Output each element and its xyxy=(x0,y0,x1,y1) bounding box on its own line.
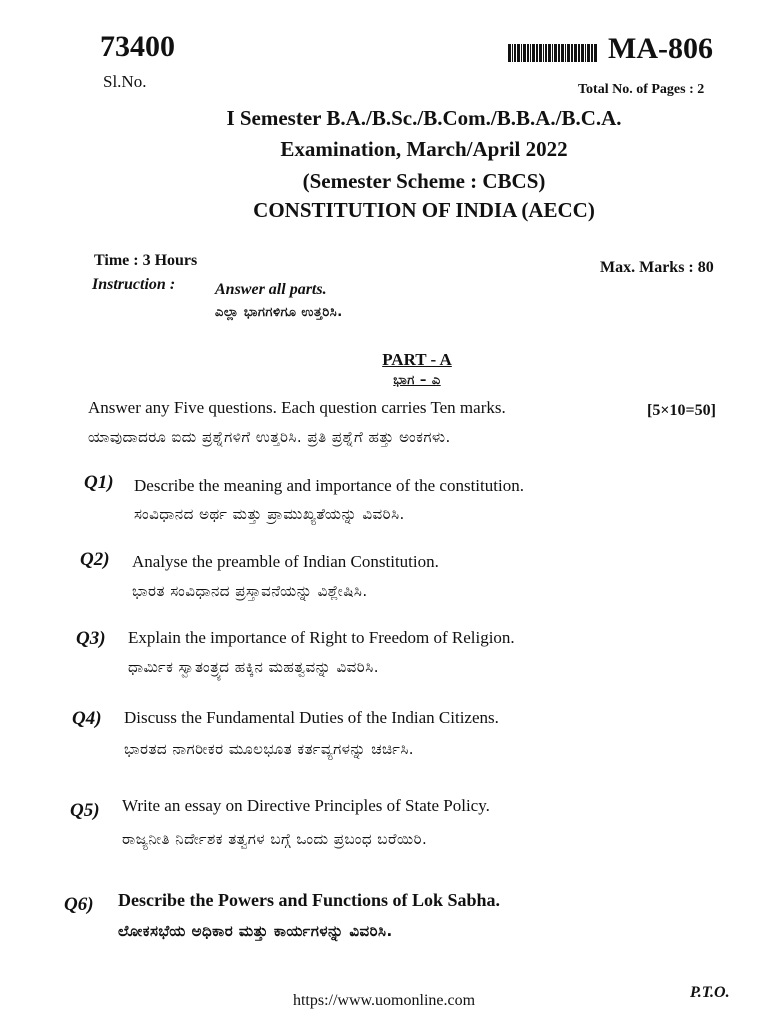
question-text: Describe the meaning and importance of the constitution. xyxy=(134,476,524,495)
question-number: Q6) xyxy=(64,894,94,915)
question-text-kannada: ಲೋಕಸಭೆಯ ಅಧಿಕಾರ ಮತ್ತು ಕಾರ್ಯಗಳನ್ನು ವಿವರಿಸಿ. xyxy=(118,922,393,940)
subject-title: CONSTITUTION OF INDIA (AECC) xyxy=(253,198,595,222)
question-number: Q1) xyxy=(84,472,114,493)
question-text-kannada: ಸಂವಿಧಾನದ ಅರ್ಥ ಮತ್ತು ಪ್ರಾಮುಖ್ಯತೆಯನ್ನು ವಿವರಿಸಿ. xyxy=(134,505,405,523)
question-text: Explain the importance of Right to Freedom of Religion. xyxy=(128,628,515,647)
question-text: Discuss the Fundamental Duties of the Indian Citizens. xyxy=(124,708,499,727)
instruction-kannada: ಎಲ್ಲಾ ಭಾಗಗಳಿಗೂ ಉತ್ತರಿಸಿ. xyxy=(215,305,343,320)
max-marks: Max. Marks : 80 xyxy=(600,259,714,276)
part-a-marks: [5×10=50] xyxy=(647,402,716,419)
barcode-icon xyxy=(508,44,600,62)
part-a-title-kannada: ಭಾಗ – ಎ xyxy=(393,373,441,388)
question-number: Q3) xyxy=(76,628,106,649)
question-text: Write an essay on Directive Principles of State Policy. xyxy=(122,796,490,815)
exam-duration: Time : 3 Hours xyxy=(94,252,198,269)
question-text-kannada: ಭಾರತ ಸಂವಿಧಾನದ ಪ್ರಸ್ತಾವನೆಯನ್ನು ವಿಶ್ಲೇಷಿಸಿ. xyxy=(132,582,368,600)
question-text-kannada: ರಾಜ್ಯನೀತಿ ನಿರ್ದೇಶಕ ತತ್ವಗಳ ಬಗ್ಗೆ ಒಂದು ಪ್ರಬಂಧ ಬರೆಯಿರಿ. xyxy=(122,830,428,848)
part-a-instructions: Answer any Five questions. Each question carries Ten marks. xyxy=(88,398,506,417)
part-a-title: PART - A xyxy=(382,350,452,369)
instruction-label: Instruction : xyxy=(92,276,176,293)
serial-number: 73400 xyxy=(100,30,175,63)
exam-title-line1: I Semester B.A./B.Sc./B.Com./B.B.A./B.C.A. xyxy=(226,106,622,130)
paper-code: MA-806 xyxy=(608,32,713,65)
total-pages: Total No. of Pages : 2 xyxy=(578,82,705,97)
question-number: Q4) xyxy=(72,708,102,729)
instruction-text: Answer all parts. xyxy=(215,281,327,298)
footer-url: https://www.uomonline.com xyxy=(292,992,476,1009)
pto-label: P.T.O. xyxy=(690,984,730,1001)
question-text-kannada: ಧಾರ್ಮಿಕ ಸ್ವಾತಂತ್ರ್ಯದ ಹಕ್ಕಿನ ಮಹತ್ವವನ್ನು ವಿವರಿಸಿ. xyxy=(128,658,379,676)
question-text-kannada: ಭಾರತದ ನಾಗರೀಕರ ಮೂಲಭೂತ ಕರ್ತವ್ಯಗಳನ್ನು ಚರ್ಚಿಸಿ. xyxy=(124,740,415,758)
question-text: Describe the Powers and Functions of Lok Sabha. xyxy=(118,890,501,910)
question-text: Analyse the preamble of Indian Constitution. xyxy=(132,552,439,571)
question-number: Q2) xyxy=(80,549,110,570)
part-a-instructions-kannada: ಯಾವುದಾದರೂ ಐದು ಪ್ರಶ್ನೆಗಳಿಗೆ ಉತ್ತರಿಸಿ. ಪ್ರತಿ ಪ್ರಶ್ನೆಗೆ ಹತ್ತು ಅಂಕಗಳು. xyxy=(88,428,451,446)
question-number: Q5) xyxy=(70,800,100,821)
exam-title-line3: (Semester Scheme : CBCS) xyxy=(302,169,546,193)
exam-title-line2: Examination, March/April 2022 xyxy=(280,137,568,161)
serial-label: Sl.No. xyxy=(103,72,147,91)
